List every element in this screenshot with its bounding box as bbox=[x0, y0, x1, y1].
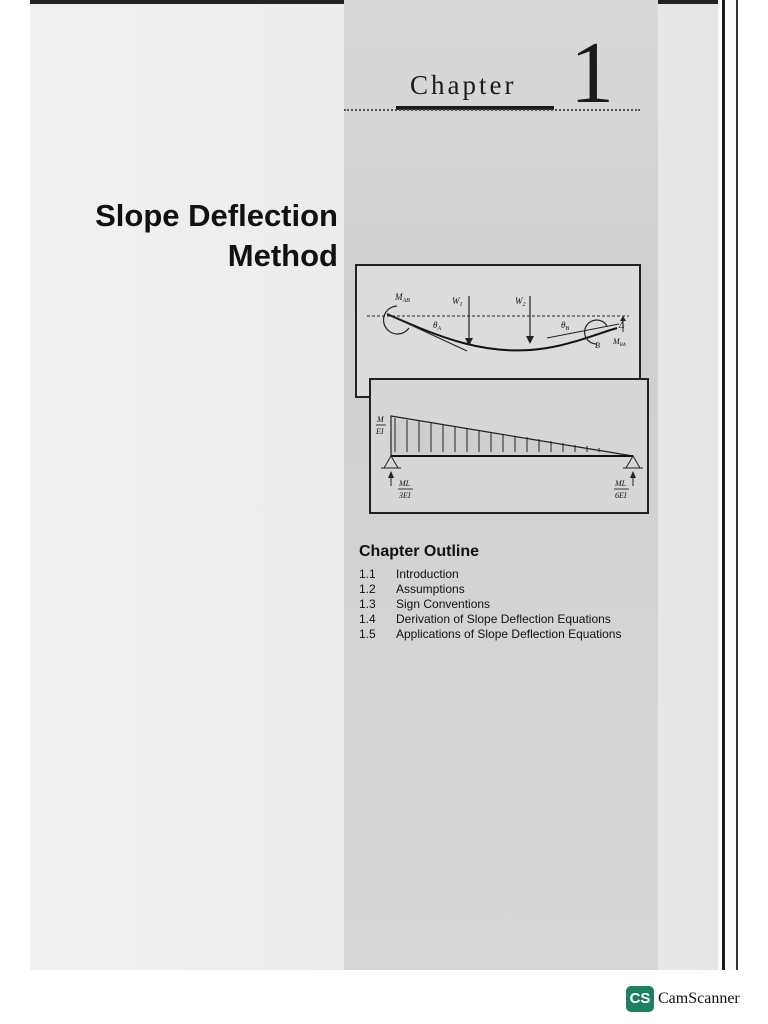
outline-item-text: Applications of Slope Deflection Equations bbox=[396, 627, 622, 641]
camscanner-logo-icon: CS bbox=[626, 986, 654, 1012]
ei-right-label: 6EI bbox=[615, 491, 627, 500]
outline-item bbox=[359, 582, 649, 597]
moment-diagram-figure bbox=[369, 378, 649, 514]
ml-left-label: ML bbox=[399, 479, 411, 488]
chapter-label: Chapter bbox=[410, 70, 517, 100]
svg-text:W1 bbox=[452, 296, 463, 308]
m-ab-subscript: AB bbox=[402, 298, 410, 304]
outline-item-number: 1.2 bbox=[359, 582, 376, 596]
outline-item-number: 1.1 bbox=[359, 567, 376, 581]
theta-b-label: θ bbox=[561, 320, 566, 330]
theta-a-subscript: A bbox=[437, 326, 442, 332]
b-label: B bbox=[595, 341, 600, 350]
outline-item bbox=[359, 567, 649, 582]
w2-subscript: 2 bbox=[522, 302, 526, 308]
outline-item-number: 1.5 bbox=[359, 627, 376, 641]
svg-text:W2 bbox=[515, 296, 526, 308]
ml-right-label: ML bbox=[615, 479, 627, 488]
outline-item bbox=[359, 612, 649, 627]
svg-text:θB bbox=[561, 320, 569, 332]
outline-item-number: 1.3 bbox=[359, 597, 376, 611]
w1-label: W bbox=[452, 296, 460, 306]
camscanner-watermark: CamScanner bbox=[658, 990, 740, 1007]
outline-item-text: Introduction bbox=[396, 567, 459, 581]
svg-text:MBA bbox=[612, 337, 627, 348]
theta-b-subscript: B bbox=[565, 326, 570, 332]
outline-item bbox=[359, 597, 649, 612]
m-ei-load-diagram bbox=[371, 380, 647, 512]
m-ba-label: M bbox=[613, 337, 620, 346]
ei-left-label: 3EI bbox=[399, 491, 411, 500]
w2-label: W bbox=[515, 296, 523, 306]
outline-item-text: Sign Conventions bbox=[396, 597, 491, 611]
chapter-outline bbox=[359, 543, 649, 642]
theta-a-label: θ bbox=[433, 320, 438, 330]
chapter-title-line-1: Slope Deflection bbox=[95, 198, 338, 233]
chapter-title bbox=[95, 196, 338, 276]
outline-item-text: Assumptions bbox=[396, 582, 465, 596]
outline-item bbox=[359, 627, 649, 642]
svg-text:MAB bbox=[394, 292, 410, 304]
outline-item-text: Derivation of Slope Deflection Equations bbox=[396, 612, 611, 626]
delta-label: Δ bbox=[619, 320, 625, 330]
chapter-outline-title: Chapter Outline bbox=[359, 543, 480, 560]
svg-text:θA bbox=[433, 320, 441, 332]
chapter-title-line-2: Method bbox=[227, 238, 338, 273]
m-label: M bbox=[377, 415, 384, 424]
ei-label: EI bbox=[376, 427, 384, 436]
m-ba-subscript: BA bbox=[619, 343, 626, 348]
chapter-number: 1 bbox=[570, 25, 614, 122]
m-ab-label: M bbox=[395, 292, 403, 302]
dotted-rule bbox=[344, 109, 640, 111]
beam-deflection-diagram bbox=[357, 266, 639, 396]
w1-subscript: 1 bbox=[459, 302, 463, 308]
outline-item-number: 1.4 bbox=[359, 612, 376, 626]
binding-line bbox=[722, 0, 725, 970]
binding-line-2 bbox=[736, 0, 738, 970]
